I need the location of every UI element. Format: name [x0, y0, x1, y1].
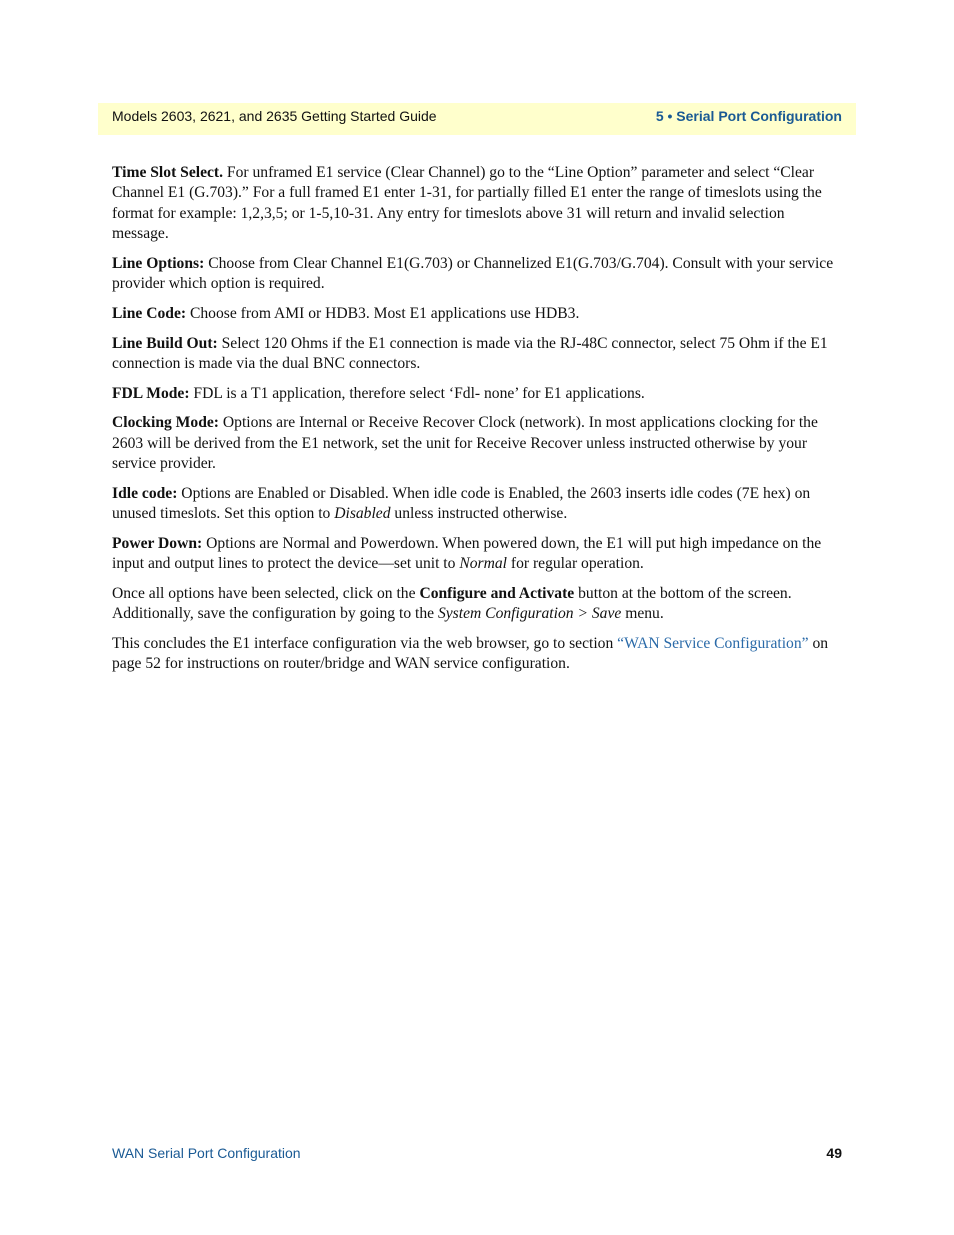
text-time-slot-select: For unframed E1 service (Clear Channel) go to the “Line Option” parameter and select “Clear Channel E1 (G.703).” For a full framed E1 enter 1-31, for partially filled E1 enter the range of timeslots using the format for example: 1,2,3,5; or 1-5,10-31. Any entry for timeslots above 31 will return and invalid selection message. [112, 164, 822, 242]
header-chapter-title: 5 • Serial Port Configuration [655, 108, 842, 124]
text-concludes-part-1: This concludes the E1 interface configuration via the web browser, go to section [112, 635, 618, 653]
header-guide-title: Models 2603, 2621, and 2635 Getting Started Guide [112, 108, 437, 124]
paragraph-power-down [112, 534, 842, 575]
text-fdl-mode: FDL is a T1 application, therefore select ‘Fdl- none’ for E1 applications. [189, 384, 645, 402]
paragraph-line-build-out [112, 334, 842, 375]
paragraph-once-selected [112, 584, 842, 625]
text-concludes-part-2: on page 52 for instructions on router/bridge and WAN service configuration. [112, 635, 829, 673]
text-clocking-mode: Options are Internal or Receive Recover Clock (network). In most applications clocking for the 2603 will be derived from the E1 network, set the unit for Receive Recover unless instructed otherwise by your service provider. [112, 414, 818, 473]
text-once-selected-part-1: Once all options have been selected, click on the [112, 585, 420, 603]
page-footer [112, 1145, 842, 1165]
text-line-build-out: Select 120 Ohms if the E1 connection is made via the RJ-48C connector, select 75 Ohm if the E1 connection is made via the dual BNC connectors. [112, 334, 828, 372]
wan-service-configuration-link[interactable]: “WAN Service Configuration” [617, 635, 809, 653]
emphasis-disabled: Disabled [334, 505, 391, 523]
document-body [112, 163, 842, 684]
footer-page-number: 49 [826, 1145, 842, 1161]
text-line-code: Choose from AMI or HDB3. Most E1 applications use HDB3. [186, 304, 580, 322]
emphasis-normal: Normal [459, 555, 507, 573]
text-once-selected-part-3: menu. [621, 605, 664, 623]
text-line-options: Choose from Clear Channel E1(G.703) or Channelized E1(G.703/G.704). Consult with your service provider which option is required. [112, 254, 834, 292]
paragraph-time-slot-select [112, 163, 842, 244]
term-clocking-mode: Clocking Mode: [112, 414, 219, 432]
text-once-selected-part-2: button at the bottom of the screen. Additionally, save the configuration by going to the [112, 585, 792, 623]
term-line-options: Line Options: [112, 254, 205, 272]
footer-section-title: WAN Serial Port Configuration [112, 1145, 301, 1161]
text-power-down-part-1: Options are Normal and Powerdown. When powered down, the E1 will put high impedance on the input and output lines to protect the device—set unit to [112, 534, 822, 573]
term-line-build-out: Line Build Out: [112, 334, 218, 352]
configure-and-activate-label: Configure and Activate [419, 585, 575, 603]
term-fdl-mode: FDL Mode: [112, 384, 190, 402]
text-idle-code-part-1: Options are Enabled or Disabled. When idle code is Enabled, the 2603 inserts idle codes (7E hex) on unused timeslots. Set this option to [112, 484, 811, 523]
paragraph-concludes [112, 634, 842, 675]
text-power-down-part-2: for regular operation. [507, 555, 644, 573]
paragraph-line-code [112, 304, 842, 324]
paragraph-clocking-mode [112, 413, 842, 474]
menu-path-system-configuration-save: System Configuration > Save [437, 605, 622, 623]
page-header [98, 103, 856, 135]
paragraph-idle-code [112, 484, 842, 525]
term-time-slot-select: Time Slot Select. [112, 164, 224, 181]
term-power-down: Power Down: [112, 534, 203, 552]
paragraph-fdl-mode [112, 384, 842, 404]
paragraph-line-options [112, 254, 842, 295]
term-idle-code: Idle code: [112, 484, 178, 502]
term-line-code: Line Code: [112, 304, 187, 322]
text-idle-code-part-2: unless instructed otherwise. [390, 505, 568, 523]
